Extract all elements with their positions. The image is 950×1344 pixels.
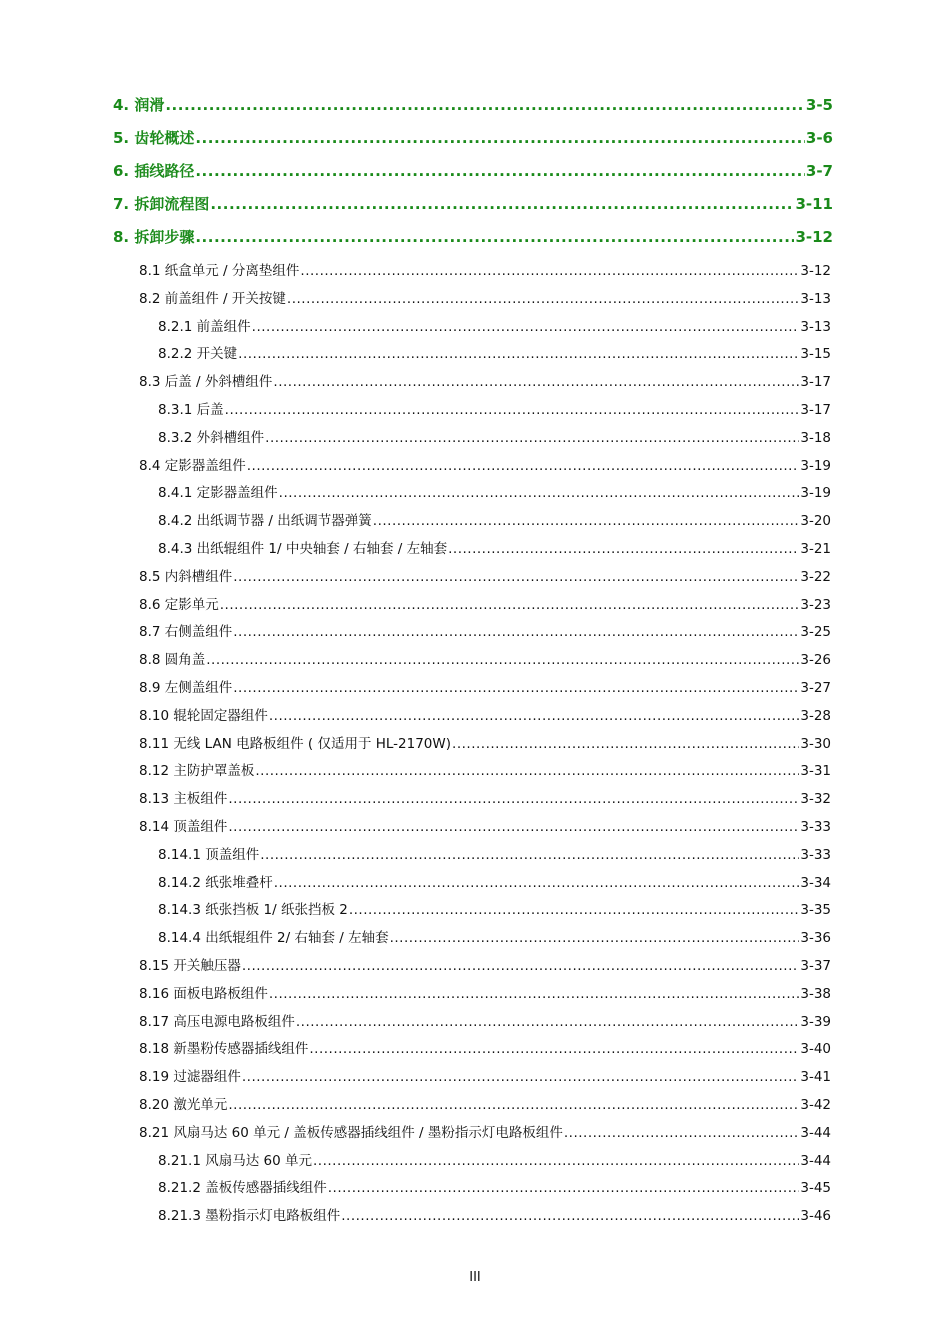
dot-leader <box>195 129 805 147</box>
toc-entry-page: 3-44 <box>800 1124 831 1141</box>
toc-entry[interactable] <box>139 1121 831 1141</box>
toc-entry-title: 8.17 高压电源电路板组件 <box>139 1013 295 1030</box>
toc-entry-page: 3-45 <box>800 1180 831 1197</box>
toc-entry-title: 8.3.1 后盖 <box>158 402 224 418</box>
dot-leader <box>233 680 799 696</box>
toc-entry[interactable] <box>139 1037 831 1057</box>
toc-entry-title: 8.14.2 纸张堆叠杆 <box>158 874 273 891</box>
toc-entry[interactable] <box>113 193 833 214</box>
toc-entry-page: 3-32 <box>800 791 831 808</box>
toc-entry[interactable] <box>113 226 833 247</box>
toc-entry-title: 8. 拆卸步骤 <box>113 228 195 246</box>
toc-entry-page: 3-19 <box>800 457 831 474</box>
dot-leader <box>233 624 799 640</box>
toc-entry[interactable] <box>139 454 831 474</box>
toc-entry-page: 3-17 <box>800 374 831 391</box>
toc-entry[interactable] <box>139 620 831 640</box>
toc-entry[interactable] <box>158 898 831 918</box>
toc-entry-page: 3-21 <box>800 541 831 557</box>
toc-entry-page: 3-15 <box>800 346 831 363</box>
toc-entry-title: 8.4.1 定影器盖组件 <box>158 485 278 502</box>
toc-entry[interactable] <box>139 593 831 613</box>
dot-leader <box>309 1041 799 1057</box>
toc-entry-page: 3-7 <box>805 162 833 180</box>
toc-entry-page: 3-37 <box>800 958 831 974</box>
dot-leader <box>220 597 800 613</box>
dot-leader <box>255 763 799 779</box>
toc-entry[interactable] <box>158 426 831 446</box>
dot-leader <box>225 402 800 418</box>
toc-entry[interactable] <box>139 565 831 585</box>
dot-leader <box>296 1014 800 1030</box>
toc-entry-title: 8.19 过滤器组件 <box>139 1069 241 1086</box>
toc-entry[interactable] <box>113 127 833 148</box>
toc-entry-page: 3-6 <box>805 129 833 147</box>
toc-entry-page: 3-42 <box>800 1097 831 1113</box>
toc-entry-title: 8.5 内斜槽组件 <box>139 568 233 585</box>
dot-leader <box>252 319 800 335</box>
toc-entry[interactable] <box>113 94 833 115</box>
toc-entry[interactable] <box>158 1176 831 1196</box>
dot-leader <box>313 1153 799 1169</box>
toc-entry-title: 8.4.2 出纸调节器 / 出纸调节器弹簧 <box>158 513 372 530</box>
dot-leader <box>452 736 799 752</box>
toc-entry-page: 3-41 <box>800 1069 831 1086</box>
toc-entry-title: 8.13 主板组件 <box>139 791 228 808</box>
toc-entry-page: 3-27 <box>800 680 831 696</box>
dot-leader <box>265 430 799 446</box>
toc-entry-page: 3-25 <box>800 624 831 641</box>
toc-entry-page: 3-40 <box>800 1041 831 1058</box>
dot-leader <box>349 902 800 918</box>
toc-entry-title: 8.8 圆角盖 <box>139 652 206 669</box>
dot-leader <box>206 652 799 668</box>
toc-entry[interactable] <box>139 287 831 307</box>
toc-entry-page: 3-17 <box>800 402 831 418</box>
toc-entry-page: 3-39 <box>800 1013 831 1030</box>
toc-entry-page: 3-20 <box>800 513 831 530</box>
dot-leader <box>341 1208 799 1224</box>
toc-entry[interactable] <box>158 398 831 418</box>
toc-entry[interactable] <box>158 871 831 891</box>
toc-entry-title: 8.2.2 开关键 <box>158 346 238 363</box>
dot-leader <box>373 513 800 529</box>
toc-entry-page: 3-11 <box>795 195 833 213</box>
toc-entry-page: 3-22 <box>800 568 831 585</box>
toc-entry-title: 8.21.2 盖板传感器插线组件 <box>158 1180 327 1197</box>
dot-leader <box>165 96 805 114</box>
toc-entry-title: 5. 齿轮概述 <box>113 129 195 147</box>
toc-entry-title: 8.9 左侧盖组件 <box>139 680 233 696</box>
toc-entry-page: 3-13 <box>800 290 831 307</box>
toc-entry-page: 3-46 <box>800 1208 831 1225</box>
toc-entry[interactable] <box>139 704 831 724</box>
toc-entry[interactable] <box>158 1204 831 1224</box>
toc-entry-page: 3-12 <box>795 228 833 246</box>
dot-leader <box>238 346 799 362</box>
toc-entry-title: 4. 润滑 <box>113 96 165 114</box>
toc-entry[interactable] <box>158 342 831 362</box>
dot-leader <box>273 374 799 390</box>
toc-entry-title: 8.6 定影单元 <box>139 596 219 613</box>
toc-entry[interactable] <box>158 315 831 335</box>
dot-leader <box>260 847 799 863</box>
toc-entry-title: 8.11 无线 LAN 电路板组件 ( 仅适用于 HL-2170W) <box>139 735 452 752</box>
toc-entry-title: 8.7 右侧盖组件 <box>139 624 233 641</box>
dot-leader <box>233 569 799 585</box>
toc-entry-title: 8.4 定影器盖组件 <box>139 457 246 474</box>
toc-entry-title: 7. 拆卸流程图 <box>113 195 210 213</box>
toc-entry[interactable] <box>139 648 831 668</box>
toc-entry[interactable] <box>158 481 831 501</box>
dot-leader <box>287 291 799 307</box>
toc-entry-title: 8.14.4 出纸辊组件 2/ 右轴套 / 左轴套 <box>158 930 389 947</box>
toc-entry[interactable] <box>139 787 831 807</box>
toc-entry-title: 8.18 新墨粉传感器插线组件 <box>139 1041 309 1058</box>
toc-entry-page: 3-19 <box>800 485 831 502</box>
dot-leader <box>328 1180 800 1196</box>
toc-entry[interactable] <box>139 815 831 835</box>
toc-entry-page: 3-26 <box>800 652 831 669</box>
dot-leader <box>228 819 799 835</box>
toc-entry-title: 8.12 主防护罩盖板 <box>139 763 255 780</box>
dot-leader <box>279 485 800 501</box>
toc-entry-title: 8.20 激光单元 <box>139 1097 228 1113</box>
dot-leader <box>210 195 794 213</box>
toc-entry-page: 3-35 <box>800 902 831 919</box>
toc-entry-title: 8.14 顶盖组件 <box>139 819 228 835</box>
toc-entry[interactable] <box>139 759 831 779</box>
toc-entry[interactable] <box>113 160 833 181</box>
toc-entry[interactable] <box>139 1093 831 1113</box>
toc-entry-page: 3-5 <box>805 96 833 114</box>
toc-entry[interactable] <box>139 982 831 1002</box>
toc-entry-page: 3-30 <box>800 735 831 752</box>
dot-leader <box>564 1125 799 1141</box>
toc-entry[interactable] <box>139 370 831 390</box>
toc-entry-title: 8.16 面板电路板组件 <box>139 985 268 1002</box>
toc-entry-title: 8.21.1 风扇马达 60 单元 <box>158 1152 312 1169</box>
toc-entry[interactable] <box>158 537 831 557</box>
toc-entry-page: 3-38 <box>800 985 831 1002</box>
toc-entry-title: 8.2 前盖组件 / 开关按键 <box>139 290 286 307</box>
dot-leader <box>300 263 799 279</box>
toc-entry-title: 8.2.1 前盖组件 <box>158 318 251 335</box>
toc-entry[interactable] <box>158 1149 831 1169</box>
dot-leader <box>228 1097 799 1113</box>
dot-leader <box>390 930 800 946</box>
toc-entry-page: 3-36 <box>800 930 831 947</box>
dot-leader <box>242 958 800 974</box>
toc-entry-title: 8.21 风扇马达 60 单元 / 盖板传感器插线组件 / 墨粉指示灯电路板组件 <box>139 1124 563 1141</box>
toc-entry-page: 3-44 <box>800 1152 831 1169</box>
toc-entry-page: 3-34 <box>800 874 831 891</box>
page-number: III <box>469 1270 481 1285</box>
toc-entry[interactable] <box>139 676 831 696</box>
toc-entry-title: 8.1 纸盒单元 / 分离垫组件 <box>139 263 300 279</box>
toc-entry-title: 8.3 后盖 / 外斜槽组件 <box>139 374 273 391</box>
toc-entry-title: 8.14.1 顶盖组件 <box>158 846 260 863</box>
toc-entry-title: 8.3.2 外斜槽组件 <box>158 429 265 446</box>
toc-entry[interactable] <box>139 259 831 279</box>
dot-leader <box>269 986 800 1002</box>
toc-entry-page: 3-28 <box>800 707 831 724</box>
toc-entry-title: 6. 插线路径 <box>113 162 195 180</box>
toc-entry-page: 3-33 <box>800 819 831 835</box>
dot-leader <box>269 708 800 724</box>
toc-entry-title: 8.21.3 墨粉指示灯电路板组件 <box>158 1208 341 1225</box>
dot-leader <box>228 791 799 807</box>
toc-entry-title: 8.10 辊轮固定器组件 <box>139 707 268 724</box>
dot-leader <box>195 228 794 246</box>
toc-entry-page: 3-13 <box>800 318 831 335</box>
toc-entry[interactable] <box>139 1065 831 1085</box>
dot-leader <box>247 458 800 474</box>
toc-entry-page: 3-31 <box>800 763 831 780</box>
toc-entry-page: 3-12 <box>800 263 831 279</box>
toc-entry-page: 3-23 <box>800 596 831 613</box>
dot-leader <box>448 541 799 557</box>
dot-leader <box>242 1069 800 1085</box>
toc-entry-page: 3-33 <box>800 846 831 863</box>
dot-leader <box>274 875 800 891</box>
toc-entry[interactable] <box>158 926 831 946</box>
dot-leader <box>195 162 805 180</box>
toc-entry-title: 8.15 开关触压器 <box>139 958 241 974</box>
toc-entry-title: 8.4.3 出纸辊组件 1/ 中央轴套 / 右轴套 / 左轴套 <box>158 541 448 557</box>
toc-entry-page: 3-18 <box>800 429 831 446</box>
toc-entry[interactable] <box>139 954 831 974</box>
toc-entry[interactable] <box>139 1010 831 1030</box>
toc-entry[interactable] <box>158 843 831 863</box>
toc-entry-title: 8.14.3 纸张挡板 1/ 纸张挡板 2 <box>158 902 348 919</box>
toc-entry[interactable] <box>139 732 831 752</box>
toc-entry[interactable] <box>158 509 831 529</box>
